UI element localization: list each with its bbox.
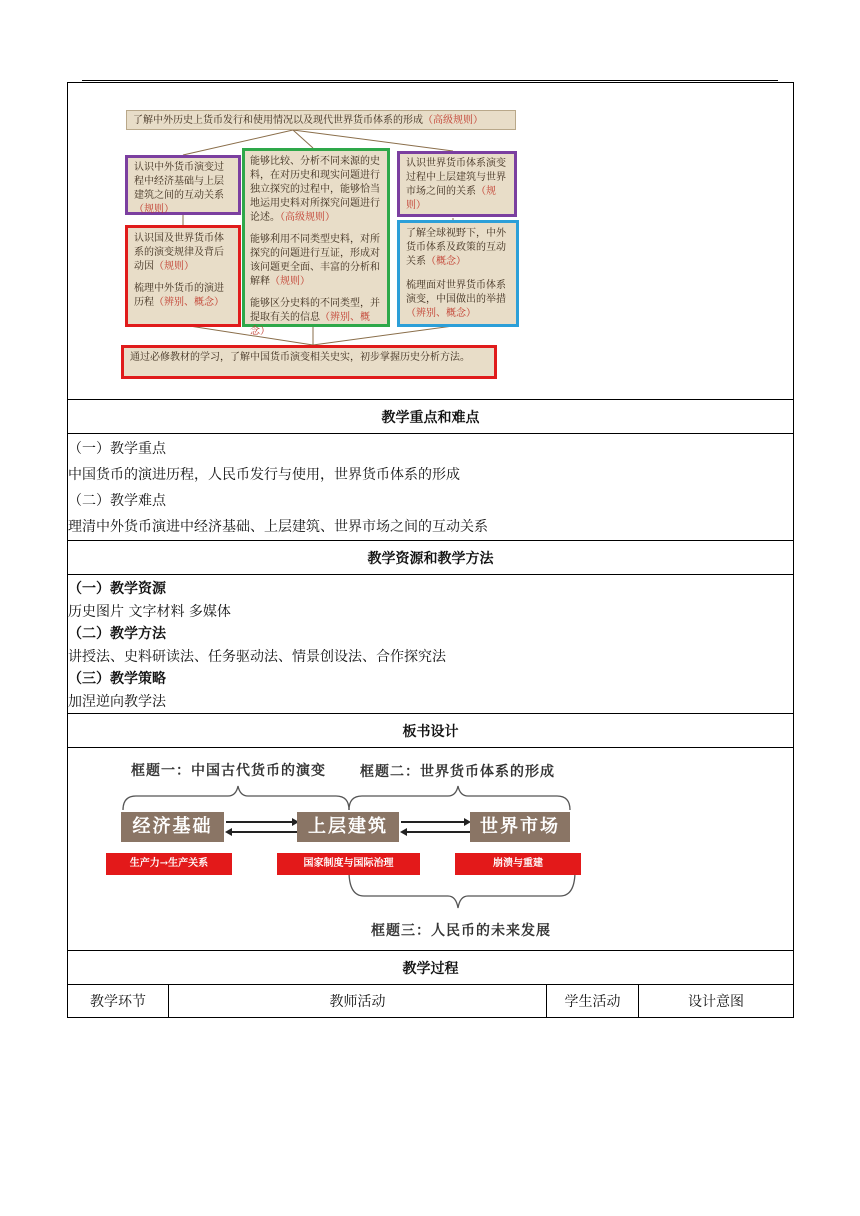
board-design-cell	[68, 748, 794, 951]
standard-mid-2: 能够利用不同类型史料，对所探究的问题进行互证，形成对该问题更全面、丰富的分析和解释（规则）	[250, 234, 380, 287]
difficulty-text: 理清中外货币演进中经济基础、上层建筑、世界市场之间的互动关系	[68, 519, 488, 535]
resources-body	[68, 575, 794, 714]
frame-label-2: 框题二：世界货币体系的形成	[360, 764, 555, 780]
standard-right-2: 了解全球视野下，中外货币体系及政策的互动关系（概念）	[406, 228, 506, 267]
process-title: 教学过程	[68, 951, 794, 985]
resources-title: 教学资源和教学方法	[68, 541, 794, 575]
standard-left-3: 梳理中外货币的演进历程（辨别、概念）	[134, 283, 224, 308]
resources-heading: （一）教学资源	[68, 581, 166, 597]
standard-left-1: 认识中外货币演变过程中经济基础与上层建筑之间的互动关系（规则）	[125, 155, 241, 215]
focus-text: 中国货币的演进历程，人民币发行与使用，世界货币体系的形成	[68, 467, 460, 483]
standards-diagram-cell	[68, 83, 794, 400]
box-world-market: 世界市场	[470, 812, 570, 842]
box-superstructure: 上层建筑	[297, 812, 399, 842]
col-student-activity: 学生活动	[547, 985, 639, 1018]
key-points-title: 教学重点和难点	[68, 400, 794, 434]
resources-text: 历史图片 文字材料 多媒体	[68, 603, 231, 620]
standard-left-group	[125, 225, 241, 327]
lesson-plan-table	[67, 82, 794, 1018]
frame-label-3: 框题三：人民币的未来发展	[371, 923, 551, 939]
col-design-intent: 设计意图	[639, 985, 794, 1018]
col-teacher-activity: 教师活动	[169, 985, 547, 1018]
standard-top: 了解中外历史上货币发行和使用情况以及现代世界货币体系的形成（高级规则）	[126, 110, 516, 130]
col-teaching-stage: 教学环节	[68, 985, 169, 1018]
standard-right-3: 梳理面对世界货币体系演变，中国做出的举措（辨别、概念）	[406, 280, 506, 319]
standard-right-group	[397, 220, 519, 327]
difficulty-heading: （二）教学难点	[68, 493, 166, 509]
frame-label-1: 框题一：中国古代货币的演变	[131, 763, 326, 779]
tag-state-system: 国家制度与国际治理	[277, 853, 420, 875]
standard-mid-3: 能够区分史料的不同类型，并提取有关的信息（辨别、概念）	[250, 298, 380, 337]
standard-mid-group	[242, 148, 390, 337]
process-header-row	[68, 985, 794, 1018]
header-rule	[82, 80, 778, 81]
methods-text: 讲授法、史料研读法、任务驱动法、情景创设法、合作探究法	[68, 648, 446, 665]
standards-diagram	[68, 83, 794, 399]
tag-productive-forces: 生产力→生产关系	[106, 853, 232, 875]
standard-right-1: 认识世界货币体系演变过程中上层建筑与世界市场之间的关系（规则）	[397, 151, 517, 217]
board-design	[68, 748, 794, 950]
key-points-body	[68, 434, 794, 541]
tag-collapse-rebuild: 崩溃与重建	[455, 853, 581, 875]
box-economic-base: 经济基础	[121, 812, 224, 842]
methods-heading: （二）教学方法	[68, 626, 166, 642]
strategy-text: 加涅逆向教学法	[68, 693, 166, 710]
strategy-heading: （三）教学策略	[68, 671, 166, 687]
standard-mid-1: 能够比较、分析不同来源的史料，在对历史和现实问题进行独立探究的过程中，能够恰当地运用史料对所探究问题进行论述。（高级规则）	[250, 156, 380, 223]
focus-heading: （一）教学重点	[68, 441, 166, 457]
standard-bottom: 通过必修教材的学习，了解中国货币演变相关史实，初步掌握历史分析方法。	[121, 345, 497, 379]
standard-left-2: 认识国及世界货币体系的演变规律及背后动因（规则）	[134, 233, 224, 272]
board-title: 板书设计	[68, 714, 794, 748]
